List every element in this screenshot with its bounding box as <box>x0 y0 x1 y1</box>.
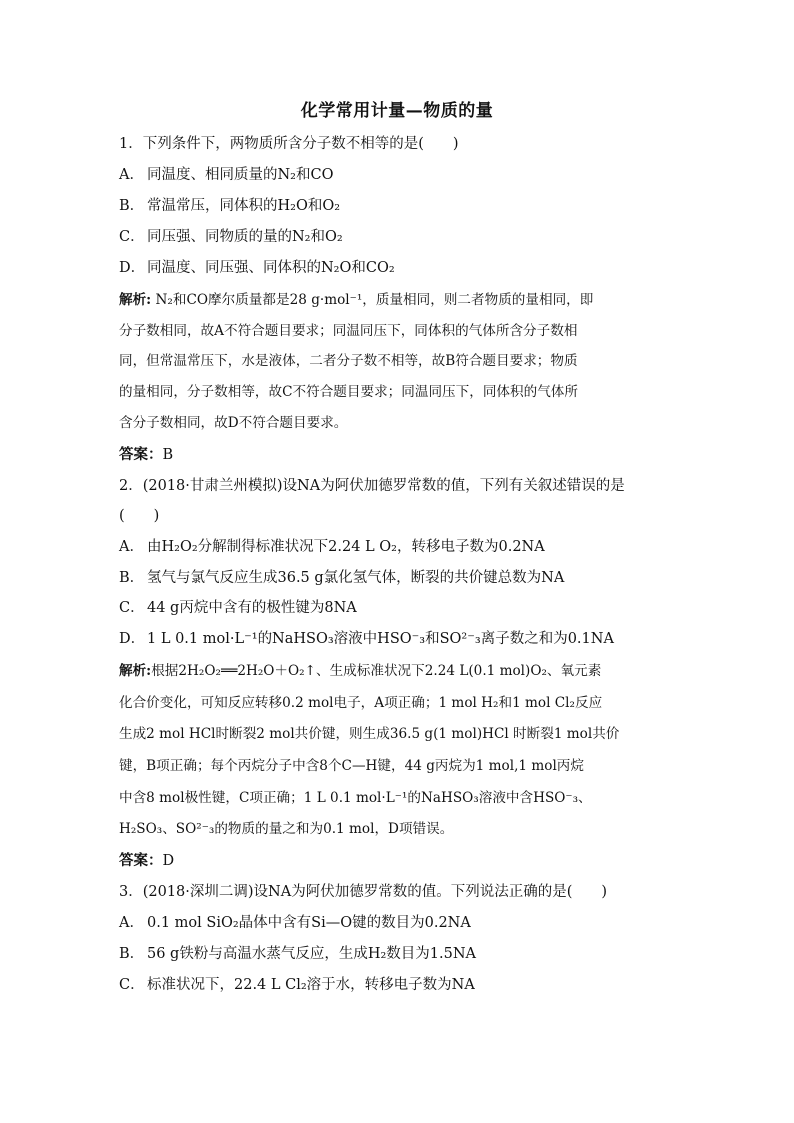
q1-analysis-line: 分子数相同，故A不符合题目要求；同温同压下，同体积的气体所含分子数相 <box>119 323 578 339</box>
q2-analysis-line: 中含8 mol极性键，C项正确；1 L 0.1 mol·L⁻¹的NaHSO₃溶液中含HSO⁻₃、 <box>119 790 592 806</box>
q2-option-c <box>119 597 679 619</box>
q1-stem: 1．下列条件下，两物质所含分子数不相等的是( ) <box>119 136 459 152</box>
q2-analysis-line: 键，B项正确；每个丙烷分子中含8个C—H键，44 g丙烷为1 mol,1 mol丙烷 <box>119 758 584 774</box>
option-label: C． <box>119 977 145 993</box>
q1-option-a <box>119 164 679 186</box>
q2-analysis-line: H₂SO₃、SO²⁻₃的物质的量之和为0.1 mol，D项错误。 <box>119 821 454 837</box>
q1-option-c <box>119 226 679 248</box>
q2-analysis-line <box>119 660 679 682</box>
answer-label: 答案： <box>119 446 163 463</box>
option-text: 氢气与氯气反应生成36.5 g氯化氢气体，断裂的共价键总数为NA <box>147 570 565 586</box>
q2-answer <box>119 850 679 872</box>
option-text: 1 L 0.1 mol·L⁻¹的NaHSO₃溶液中HSO⁻₃和SO²⁻₃离子数之和为0.1NA <box>147 631 614 647</box>
answer-value: D <box>162 853 175 869</box>
option-text: 由H₂O₂分解制得标准状况下2.24 L O₂，转移电子数为0.2NA <box>147 539 545 555</box>
option-text: 0.1 mol SiO₂晶体中含有Si—O键的数目为0.2NA <box>147 915 471 931</box>
q1-analysis-line: 同，但常温常压下，水是液体，二者分子数不相等，故B符合题目要求；物质 <box>119 353 578 369</box>
analysis-label: 解析: <box>119 663 152 679</box>
q3-option-b <box>119 943 679 965</box>
page-title: 化学常用计量—物质的量 <box>300 101 494 121</box>
q2-stem-cont: ( ) <box>119 508 160 524</box>
option-label: B． <box>119 198 145 214</box>
option-label: A． <box>119 539 144 555</box>
option-label: C． <box>119 229 145 245</box>
q1-answer <box>119 444 679 466</box>
q2-analysis-line: 生成2 mol HCl时断裂2 mol共价键，则生成36.5 g(1 mol)HCl 时断裂1 mol共价 <box>119 726 620 742</box>
q3-option-c <box>119 974 679 996</box>
option-text: 56 g铁粉与高温水蒸气反应，生成H₂数目为1.5NA <box>147 946 477 962</box>
option-text: 同温度、相同质量的N₂和CO <box>147 167 334 183</box>
option-label: C． <box>119 600 145 616</box>
option-label: D． <box>119 631 146 647</box>
q2-option-d <box>119 628 679 650</box>
q3-stem: 3．(2018·深圳二调)设NA为阿伏加德罗常数的值。下列说法正确的是( ) <box>119 884 608 900</box>
option-label: D． <box>119 260 146 276</box>
q1-option-d <box>119 257 679 279</box>
q2-option-a <box>119 536 679 558</box>
q1-analysis-line <box>119 289 679 311</box>
analysis-label: 解析: <box>119 292 152 308</box>
q3-option-a <box>119 912 679 934</box>
option-label: B． <box>119 946 145 962</box>
q1-analysis-line: 的量相同，分子数相等，故C不符合题目要求；同温同压下，同体积的气体所 <box>119 384 578 400</box>
q2-analysis-line: 化合价变化，可知反应转移0.2 mol电子，A项正确；1 mol H₂和1 mol Cl₂反应 <box>119 695 603 711</box>
q2-stem: 2．(2018·甘肃兰州模拟)设NA为阿伏加德罗常数的值，下列有关叙述错误的是 <box>119 478 625 494</box>
analysis-text: 根据2H₂O₂══2H₂O＋O₂↑、生成标准状况下2.24 L(0.1 mol)O₂、氧元素 <box>151 663 602 679</box>
option-text: 常温常压，同体积的H₂O和O₂ <box>147 198 341 214</box>
option-label: B． <box>119 570 145 586</box>
option-text: 同压强、同物质的量的N₂和O₂ <box>147 229 343 245</box>
option-label: A． <box>119 915 144 931</box>
q2-option-b <box>119 567 679 589</box>
option-text: 同温度、同压强、同体积的N₂O和CO₂ <box>147 260 395 276</box>
answer-label: 答案： <box>119 852 163 869</box>
answer-value: B <box>162 447 174 463</box>
option-text: 44 g丙烷中含有的极性键为8NA <box>147 600 357 616</box>
q1-option-b <box>119 195 679 217</box>
option-label: A． <box>119 167 144 183</box>
option-text: 标准状况下，22.4 L Cl₂溶于水，转移电子数为NA <box>147 977 475 993</box>
q1-analysis-line: 含分子数相同，故D不符合题目要求。 <box>119 415 348 431</box>
analysis-text: N₂和CO摩尔质量都是28 g·mol⁻¹，质量相同，则二者物质的量相同，即 <box>151 292 594 308</box>
